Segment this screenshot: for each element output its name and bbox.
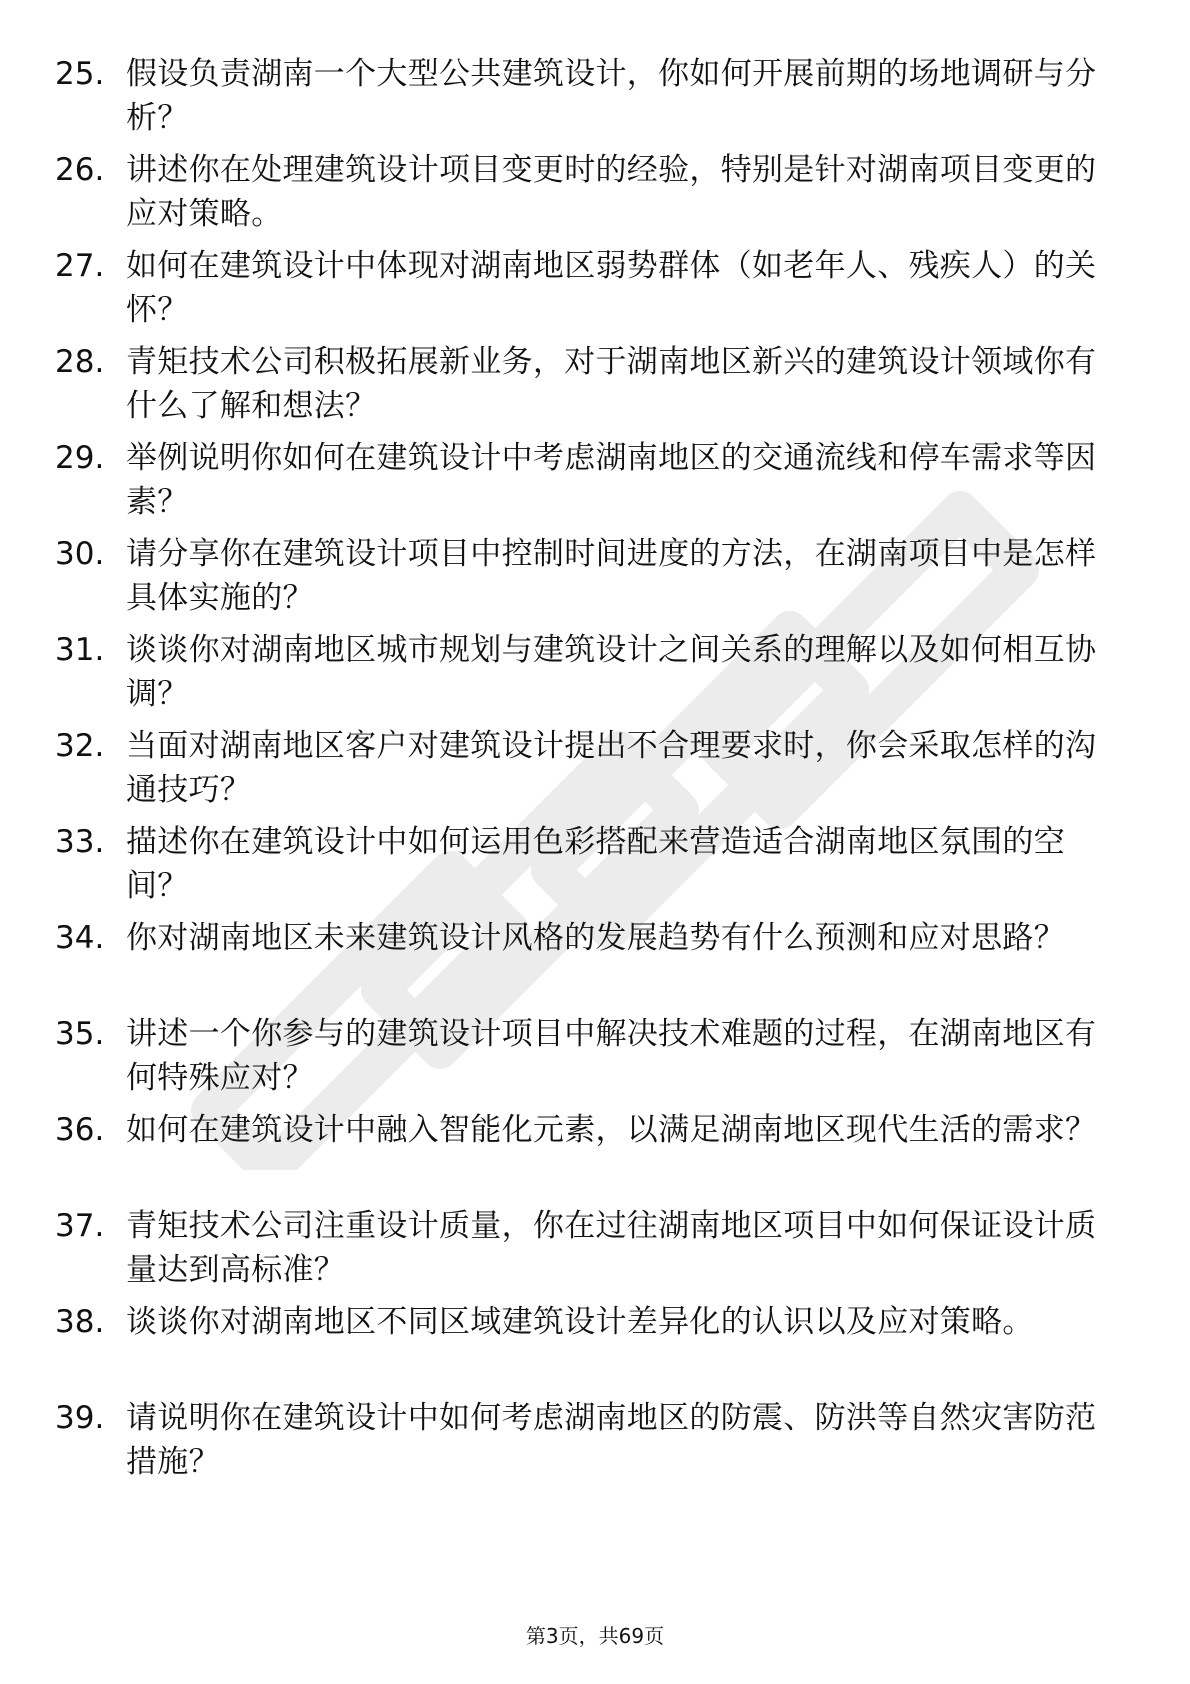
question-number: 31. (55, 632, 105, 668)
question-number: 39. (55, 1400, 105, 1436)
question-text: 如何在建筑设计中体现对湖南地区弱势群体（如老年人、残疾人）的关怀？ (126, 248, 1097, 328)
question-text: 如何在建筑设计中融入智能化元素，以满足湖南地区现代生活的需求？ (126, 1112, 1097, 1148)
question-text: 谈谈你对湖南地区不同区域建筑设计差异化的认识以及应对策略。 (126, 1304, 1034, 1340)
question-item (55, 244, 1115, 340)
question-text: 当面对湖南地区客户对建筑设计提出不合理要求时，你会采取怎样的沟通技巧？ (126, 728, 1097, 808)
question-number: 25. (55, 56, 105, 92)
question-item (55, 340, 1115, 436)
question-item (55, 628, 1115, 724)
question-item (55, 52, 1115, 148)
question-text: 讲述一个你参与的建筑设计项目中解决技术难题的过程，在湖南地区有何特殊应对？ (126, 1016, 1097, 1096)
question-item (55, 1300, 1115, 1396)
page-footer: 第3页，共69页 (525, 1624, 665, 1648)
question-number: 27. (55, 248, 105, 284)
question-text: 青矩技术公司注重设计质量，你在过往湖南地区项目中如何保证设计质量达到高标准？ (126, 1208, 1097, 1288)
question-item (55, 436, 1115, 532)
question-number: 35. (55, 1016, 105, 1052)
question-number: 36. (55, 1112, 105, 1148)
question-item (55, 820, 1115, 916)
question-number: 26. (55, 152, 105, 188)
question-number: 34. (55, 920, 105, 956)
question-number: 30. (55, 536, 105, 572)
question-text: 谈谈你对湖南地区城市规划与建筑设计之间关系的理解以及如何相互协调？ (126, 632, 1097, 712)
question-item (55, 1108, 1115, 1204)
question-number: 38. (55, 1304, 105, 1340)
question-item (55, 532, 1115, 628)
question-number: 37. (55, 1208, 105, 1244)
question-text: 青矩技术公司积极拓展新业务，对于湖南地区新兴的建筑设计领域你有什么了解和想法？ (126, 344, 1097, 424)
question-item (55, 1012, 1115, 1108)
question-item (55, 1396, 1115, 1492)
question-text: 请分享你在建筑设计项目中控制时间进度的方法，在湖南项目中是怎样具体实施的？ (126, 536, 1097, 616)
question-item (55, 1204, 1115, 1300)
question-text: 请说明你在建筑设计中如何考虑湖南地区的防震、防洪等自然灾害防范措施？ (126, 1400, 1097, 1480)
question-number: 28. (55, 344, 105, 380)
question-item (55, 148, 1115, 244)
question-text: 描述你在建筑设计中如何运用色彩搭配来营造适合湖南地区氛围的空间？ (126, 824, 1065, 904)
question-list (55, 52, 1115, 1492)
question-text: 讲述你在处理建筑设计项目变更时的经验，特别是针对湖南项目变更的应对策略。 (126, 152, 1097, 232)
question-item (55, 724, 1115, 820)
question-text: 举例说明你如何在建筑设计中考虑湖南地区的交通流线和停车需求等因素？ (126, 440, 1097, 520)
question-text: 你对湖南地区未来建筑设计风格的发展趋势有什么预测和应对思路？ (126, 920, 1065, 956)
question-item (55, 916, 1115, 1012)
question-number: 33. (55, 824, 105, 860)
question-number: 29. (55, 440, 105, 476)
question-text: 假设负责湖南一个大型公共建筑设计，你如何开展前期的场地调研与分析？ (126, 56, 1097, 136)
question-number: 32. (55, 728, 105, 764)
